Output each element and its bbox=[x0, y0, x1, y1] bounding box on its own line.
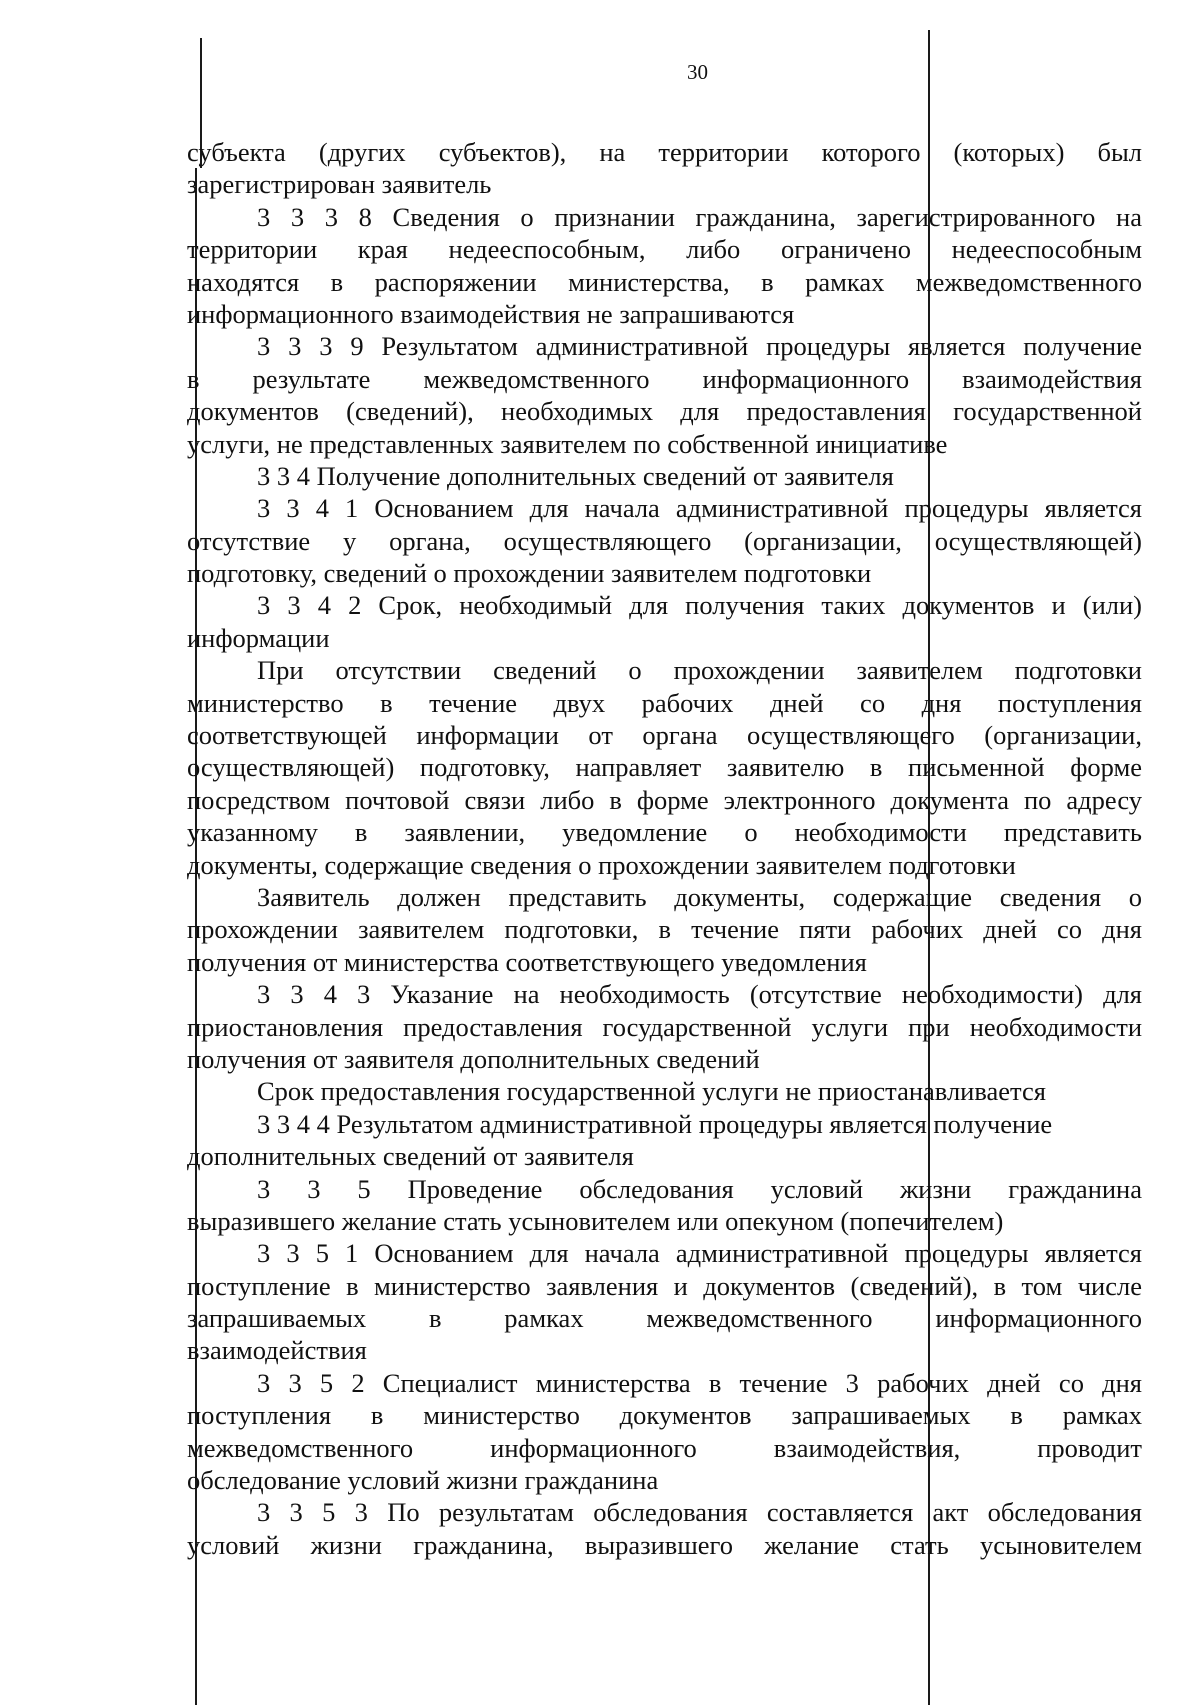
text-line: посредством почтовой связи либо в форме электронного документа по адресу bbox=[187, 784, 1142, 815]
text-line: зарегистрирован заявитель bbox=[187, 169, 492, 200]
text-line: 3 3 4 1 Основанием для начала административной процедуры является bbox=[257, 493, 1142, 524]
text-line: межведомственного информационного взаимодействия, проводит bbox=[187, 1432, 1142, 1463]
text-line: осуществляющей) подготовку, направляет заявителю в письменной форме bbox=[187, 752, 1142, 783]
text-line: обследование условий жизни гражданина bbox=[187, 1465, 659, 1496]
text-line: находятся в распоряжении министерства, в рамках межведомственного bbox=[187, 266, 1142, 297]
text-line: поступление в министерство заявления и документов (сведений), в том числе bbox=[187, 1270, 1142, 1301]
text-line: подготовку, сведений о прохождении заявителем подготовки bbox=[187, 558, 872, 589]
text-line: отсутствие у органа, осуществляющего (организации, осуществляющей) bbox=[187, 525, 1142, 556]
document-body bbox=[187, 136, 1142, 1561]
text-line: в результате межведомственного информационного взаимодействия bbox=[187, 363, 1142, 394]
text-line: информационного взаимодействия не запрашиваются bbox=[187, 298, 795, 329]
text-line: получения от заявителя дополнительных сведений bbox=[187, 1043, 760, 1074]
text-line: 3 3 4 3 Указание на необходимость (отсутствие необходимости) для bbox=[257, 979, 1142, 1010]
text-line: документов (сведений), необходимых для предоставления государственной bbox=[187, 396, 1142, 427]
text-line: территории края недееспособным, либо ограничено недееспособным bbox=[187, 234, 1142, 265]
text-line: 3 3 4 Получение дополнительных сведений от заявителя bbox=[257, 460, 894, 491]
text-line: 3 3 5 3 По результатам обследования составляется акт обследования bbox=[257, 1497, 1142, 1528]
text-line: Заявитель должен представить документы, содержащие сведения о bbox=[257, 881, 1142, 912]
page-number: 30 bbox=[687, 60, 708, 84]
text-line: документы, содержащие сведения о прохождении заявителем подготовки bbox=[187, 849, 1016, 880]
text-line: получения от министерства соответствующего уведомления bbox=[187, 946, 867, 977]
text-line: Срок предоставления государственной услуги не приостанавливается bbox=[257, 1076, 1046, 1107]
text-line: 3 3 5 1 Основанием для начала административной процедуры является bbox=[257, 1238, 1142, 1269]
text-line: условий жизни гражданина, выразившего желание стать усыновителем bbox=[187, 1529, 1142, 1560]
text-line: информации bbox=[187, 622, 330, 653]
text-line: прохождении заявителем подготовки, в течение пяти рабочих дней со дня bbox=[187, 914, 1142, 945]
text-line: 3 3 5 Проведение обследования условий жизни гражданина bbox=[257, 1173, 1142, 1204]
text-line: 3 3 4 4 Результатом административной процедуры является получение bbox=[257, 1108, 1053, 1139]
text-line: соответствующей информации от органа осуществляющего (организации, bbox=[187, 720, 1142, 751]
text-line: поступления в министерство документов запрашиваемых в рамках bbox=[187, 1400, 1142, 1431]
text-line: 3 3 3 8 Сведения о признании гражданина, зарегистрированного на bbox=[257, 201, 1142, 232]
text-line: услуги, не представленных заявителем по собственной инициативе bbox=[187, 428, 948, 459]
text-line: субъекта (других субъектов), на территории которого (которых) был bbox=[187, 137, 1142, 167]
text-line: дополнительных сведений от заявителя bbox=[187, 1141, 634, 1172]
text-line: приостановления предоставления государственной услуги при необходимости bbox=[187, 1011, 1142, 1042]
text-line: 3 3 4 2 Срок, необходимый для получения таких документов и (или) bbox=[257, 590, 1142, 621]
text-line: указанному в заявлении, уведомление о необходимости представить bbox=[187, 817, 1142, 848]
text-line: запрашиваемых в рамках межведомственного информационного bbox=[187, 1303, 1142, 1334]
text-line: министерство в течение двух рабочих дней со дня поступления bbox=[187, 687, 1142, 718]
text-line: 3 3 3 9 Результатом административной процедуры является получение bbox=[257, 331, 1142, 362]
text-line: выразившего желание стать усыновителем или опекуном (попечителем) bbox=[187, 1205, 1004, 1236]
text-line: При отсутствии сведений о прохождении заявителем подготовки bbox=[257, 655, 1142, 686]
text-line: 3 3 5 2 Специалист министерства в течение 3 рабочих дней со дня bbox=[257, 1367, 1142, 1398]
text-line: взаимодействия bbox=[187, 1335, 367, 1366]
